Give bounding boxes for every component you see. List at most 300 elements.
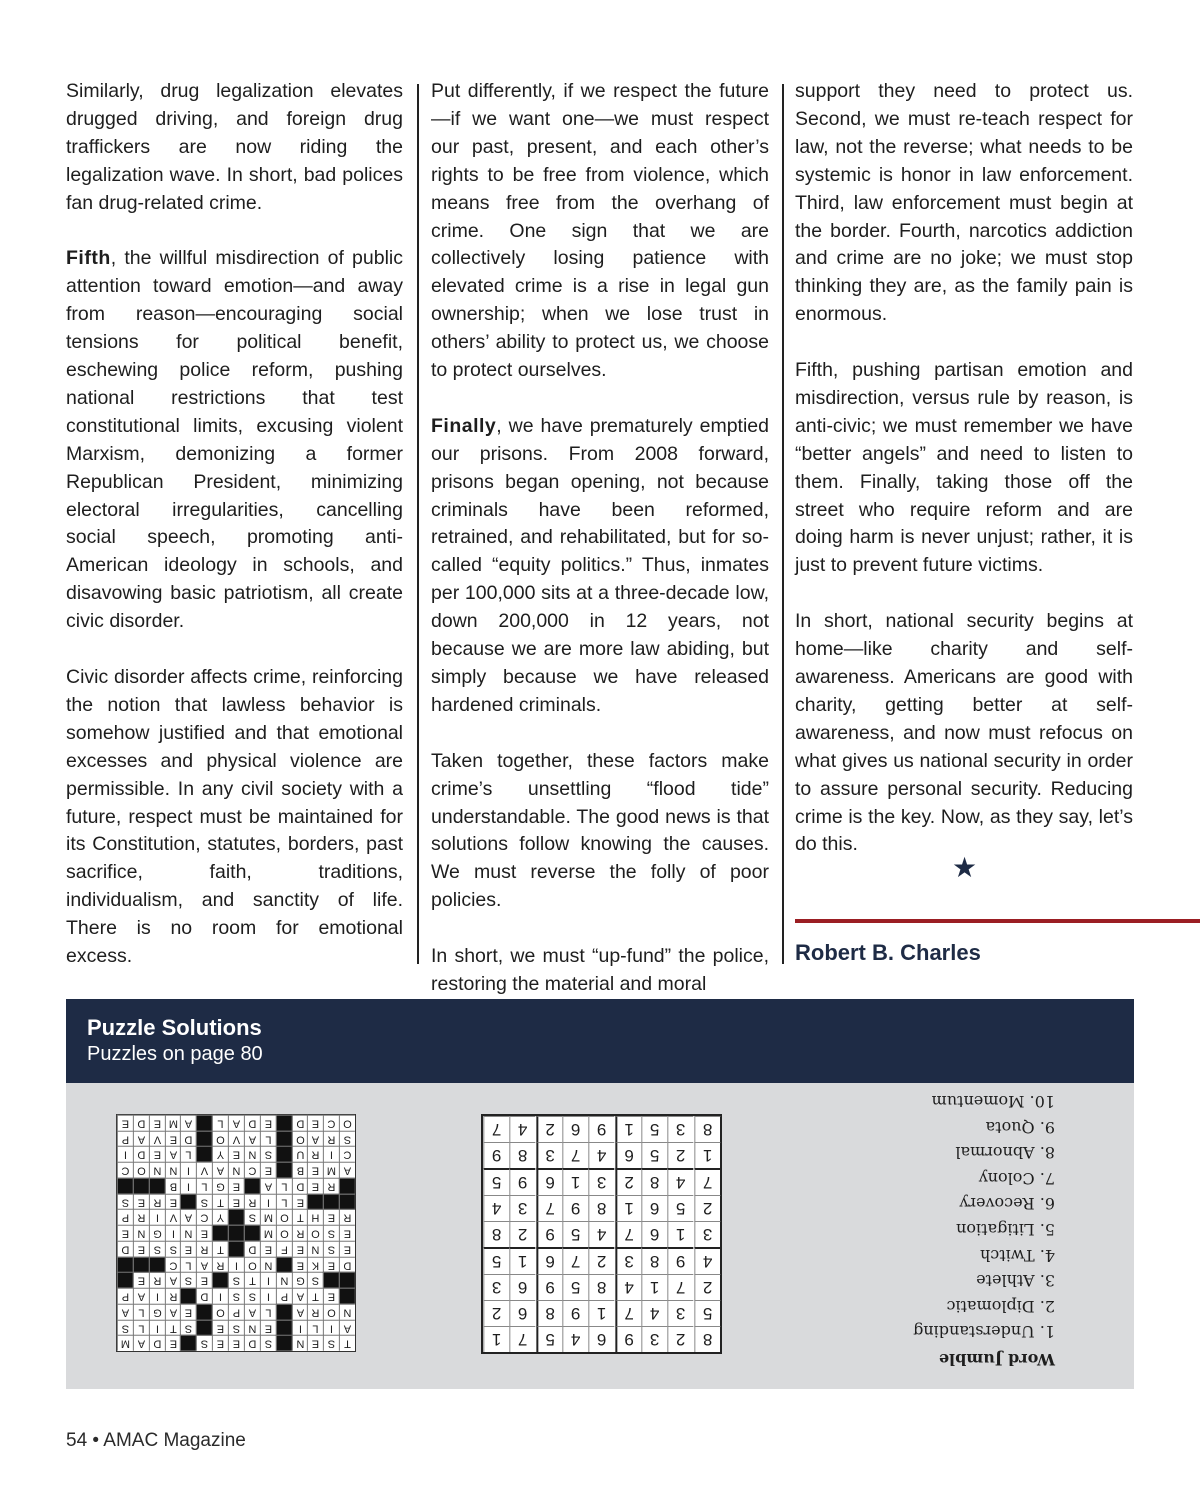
- crossword-cell: I: [323, 1146, 339, 1162]
- word-jumble-item: 5. Litigation: [956, 1220, 1055, 1240]
- crossword-black-cell: [307, 1194, 323, 1210]
- crossword-cell: D: [244, 1115, 260, 1131]
- crossword-cell: E: [260, 1115, 276, 1131]
- crossword-cell: M: [260, 1225, 276, 1241]
- crossword-black-cell: [276, 1257, 292, 1273]
- article-paragraph: [66, 78, 403, 218]
- sudoku-cell: 2: [509, 1221, 535, 1247]
- crossword-cell: E: [228, 1146, 244, 1162]
- crossword-black-cell: [276, 1320, 292, 1336]
- crossword-black-cell: [276, 1335, 292, 1351]
- crossword-cell: O: [276, 1225, 292, 1241]
- paragraph-text: , we have prematurely emptied our prisons. From 2008 forward, prisons began opening, not because criminals have been reformed, retrained, and rehabilitated, but for so-called “equity politics.” Thus, inmates per 100,000 sits at a three-decade low, down 200,000 in 12 years, not because we are more law abiding, but simply because we have released hardened criminals.: [431, 414, 769, 716]
- crossword-cell: N: [260, 1257, 276, 1273]
- sudoku-cell: 7: [615, 1221, 641, 1247]
- crossword-cell: S: [117, 1194, 133, 1210]
- crossword-cell: E: [117, 1225, 133, 1241]
- crossword-cell: L: [276, 1194, 292, 1210]
- crossword-cell: R: [307, 1146, 323, 1162]
- crossword-cell: L: [180, 1146, 196, 1162]
- word-jumble-title: Word Jumble: [938, 1350, 1055, 1369]
- sudoku-cell: 3: [536, 1142, 562, 1168]
- crossword-cell: E: [323, 1288, 339, 1304]
- sudoku-cell: 1: [667, 1221, 693, 1247]
- sudoku-cell: 2: [536, 1116, 562, 1142]
- crossword-cell: R: [323, 1131, 339, 1147]
- word-jumble-solution: [880, 1090, 1055, 1372]
- crossword-cell: I: [212, 1288, 228, 1304]
- paragraph-text: Civic disorder affects crime, reinforcing the notion that lawless behavior is somehow justified and that emotional excesses and physical violence are permissible. In any civil society with a future, respect must be maintained for its Constitution, statutes, borders, past sacrifice, faith, traditions, individualism, and sanctity of life. There is no room for emotional excess.: [66, 666, 403, 968]
- sudoku-cell: 5: [483, 1168, 509, 1195]
- sudoku-cell: 8: [483, 1221, 509, 1247]
- crossword-cell: E: [260, 1162, 276, 1178]
- crossword-cell: S: [323, 1241, 339, 1257]
- sudoku-cell: 7: [483, 1116, 509, 1142]
- crossword-cell: T: [212, 1194, 228, 1210]
- article-paragraph: [431, 748, 769, 915]
- crossword-cell: E: [212, 1335, 228, 1351]
- puzzle-solutions-header: [66, 999, 1134, 1083]
- crossword-cell: U: [292, 1146, 308, 1162]
- crossword-black-cell: [133, 1178, 149, 1194]
- crossword-cell: O: [276, 1209, 292, 1225]
- crossword-cell: R: [196, 1241, 212, 1257]
- paragraph-text: In short, national security begins at home—like charity and self-awareness. Americans are good with charity, getting better at self-awareness, and now must refocus on what gives us national security in order to assure personal security. Reducing crime is the key. Now, as they say, let’s do this.: [795, 610, 1133, 856]
- crossword-cell: N: [244, 1146, 260, 1162]
- crossword-black-cell: [323, 1272, 339, 1288]
- crossword-cell: A: [180, 1209, 196, 1225]
- sudoku-cell: 1: [694, 1142, 720, 1168]
- sudoku-cell: 7: [667, 1274, 693, 1300]
- sudoku-cell: 4: [694, 1247, 720, 1274]
- crossword-cell: P: [117, 1131, 133, 1147]
- sudoku-cell: 2: [694, 1195, 720, 1221]
- sudoku-cell: 4: [588, 1221, 614, 1247]
- sudoku-cell: 9: [588, 1116, 614, 1142]
- crossword-cell: P: [276, 1288, 292, 1304]
- paragraph-text: Taken together, these factors make crime’s unsettling “flood tide” understandable. The good news is that solutions follow knowing the causes. We must reverse the folly of poor policies.: [431, 749, 769, 912]
- sudoku-cell: 2: [483, 1300, 509, 1326]
- sudoku-cell: 3: [694, 1221, 720, 1247]
- paragraph-text: , the willful misdirection of public attention toward emotion—and away from reason—encouraging social tensions for political benefit, eschewing police reform, pushing national restrictions that test constitutional limits, excusing violent Marxism, demonizing a former Republican President, minimizing electoral irregularities, cancelling social speech, promoting anti-American ideology in schools, and disavowing basic patriotism, all create civic disorder.: [66, 247, 403, 633]
- crossword-cell: D: [180, 1131, 196, 1147]
- word-jumble-item: 10. Momentum: [931, 1092, 1055, 1112]
- crossword-cell: K: [307, 1257, 323, 1273]
- crossword-cell: T: [292, 1209, 308, 1225]
- sudoku-cell: 9: [562, 1195, 588, 1221]
- sudoku-cell: 9: [536, 1274, 562, 1300]
- sudoku-cell: 5: [667, 1195, 693, 1221]
- crossword-cell: D: [292, 1178, 308, 1194]
- crossword-cell: C: [244, 1162, 260, 1178]
- crossword-cell: E: [307, 1115, 323, 1131]
- crossword-cell: L: [307, 1320, 323, 1336]
- sudoku-cell: 5: [483, 1247, 509, 1274]
- article-paragraph: [66, 245, 403, 636]
- sudoku-cell: 3: [588, 1168, 614, 1195]
- article-paragraph: [795, 78, 1133, 329]
- sudoku-cell: 1: [509, 1247, 535, 1274]
- crossword-cell: E: [339, 1225, 355, 1241]
- crossword-cell: I: [180, 1178, 196, 1194]
- sudoku-cell: 5: [562, 1221, 588, 1247]
- sudoku-cell: 4: [483, 1195, 509, 1221]
- article-paragraph: [431, 413, 769, 720]
- sudoku-cell: 8: [641, 1247, 667, 1274]
- crossword-cell: S: [228, 1288, 244, 1304]
- crossword-cell: S: [323, 1225, 339, 1241]
- crossword-black-cell: [117, 1272, 133, 1288]
- crossword-cell: E: [133, 1241, 149, 1257]
- crossword-cell: E: [260, 1320, 276, 1336]
- crossword-cell: R: [149, 1272, 165, 1288]
- crossword-cell: C: [117, 1162, 133, 1178]
- crossword-cell: S: [196, 1194, 212, 1210]
- paragraph-text: Similarly, drug legalization elevates drugged driving, and foreign drug traffickers are now riding the legalization wave. In short, bad polices fan drug-related crime.: [66, 80, 403, 214]
- crossword-black-cell: [228, 1209, 244, 1225]
- crossword-cell: N: [149, 1162, 165, 1178]
- sudoku-cell: 3: [641, 1326, 667, 1352]
- crossword-black-cell: [339, 1178, 355, 1194]
- crossword-cell: I: [149, 1288, 165, 1304]
- crossword-cell: M: [117, 1335, 133, 1351]
- crossword-black-cell: [196, 1304, 212, 1320]
- crossword-cell: E: [228, 1178, 244, 1194]
- crossword-cell: A: [307, 1131, 323, 1147]
- sudoku-cell: 4: [562, 1326, 588, 1352]
- crossword-black-cell: [133, 1257, 149, 1273]
- crossword-cell: V: [228, 1131, 244, 1147]
- crossword-cell: E: [180, 1304, 196, 1320]
- word-jumble-item: 9. Quota: [985, 1117, 1055, 1137]
- crossword-cell: I: [180, 1162, 196, 1178]
- crossword-cell: I: [260, 1288, 276, 1304]
- crossword-cell: A: [244, 1131, 260, 1147]
- crossword-cell: R: [149, 1194, 165, 1210]
- crossword-cell: D: [244, 1241, 260, 1257]
- crossword-cell: O: [307, 1225, 323, 1241]
- paragraph-text: support they need to protect us. Second, we must re-teach respect for law, not the reverse; what needs to be systemic is honor in law enforcement. Third, law enforcement must begin at the border. Fourth, narcotics addiction and crime are no joke; we must stop thinking they are, as the family pain is enormous.: [795, 80, 1133, 326]
- author-rule: [795, 919, 1200, 923]
- crossword-cell: S: [228, 1320, 244, 1336]
- crossword-cell: I: [228, 1257, 244, 1273]
- sudoku-cell: 7: [509, 1326, 535, 1352]
- crossword-cell: V: [165, 1209, 181, 1225]
- crossword-cell: E: [228, 1194, 244, 1210]
- crossword-cell: R: [212, 1257, 228, 1273]
- sudoku-cell: 2: [615, 1168, 641, 1195]
- sudoku-cell: 7: [615, 1300, 641, 1326]
- sudoku-cell: 1: [588, 1300, 614, 1326]
- crossword-cell: A: [260, 1178, 276, 1194]
- column-divider: [782, 84, 784, 964]
- crossword-cell: P: [117, 1209, 133, 1225]
- author-name: Robert B. Charles: [795, 940, 981, 965]
- crossword-cell: E: [133, 1272, 149, 1288]
- sudoku-cell: 9: [483, 1142, 509, 1168]
- crossword-cell: E: [307, 1162, 323, 1178]
- article-column-3: [795, 78, 1133, 859]
- crossword-cell: T: [244, 1272, 260, 1288]
- crossword-black-cell: [196, 1115, 212, 1131]
- crossword-cell: A: [117, 1304, 133, 1320]
- crossword-cell: N: [165, 1162, 181, 1178]
- crossword-black-cell: [196, 1131, 212, 1147]
- article-paragraph: [431, 943, 769, 999]
- sudoku-cell: 1: [641, 1274, 667, 1300]
- crossword-cell: I: [260, 1194, 276, 1210]
- crossword-solution-grid: [116, 1114, 356, 1352]
- crossword-cell: E: [149, 1115, 165, 1131]
- crossword-cell: E: [196, 1272, 212, 1288]
- crossword-cell: A: [339, 1162, 355, 1178]
- crossword-cell: O: [212, 1304, 228, 1320]
- sudoku-cell: 6: [615, 1142, 641, 1168]
- crossword-cell: R: [292, 1225, 308, 1241]
- sudoku-cell: 2: [588, 1247, 614, 1274]
- crossword-cell: M: [323, 1162, 339, 1178]
- crossword-cell: R: [323, 1178, 339, 1194]
- crossword-cell: I: [292, 1320, 308, 1336]
- sudoku-cell: 6: [641, 1221, 667, 1247]
- puzzle-solutions-title: Puzzle Solutions: [87, 1015, 262, 1040]
- sudoku-cell: 5: [562, 1274, 588, 1300]
- crossword-cell: G: [149, 1304, 165, 1320]
- crossword-cell: D: [149, 1335, 165, 1351]
- crossword-cell: A: [196, 1257, 212, 1273]
- paragraph-text: Fifth, pushing partisan emotion and misdirection, versus rule by reason, is anti-civic; we must remember we have “better angels” and need to listen to them. Finally, taking those off the street who require reform and are doing harm is never unjust; rather, it is just to prevent future victims.: [795, 359, 1133, 577]
- crossword-cell: L: [260, 1304, 276, 1320]
- sudoku-cell: 2: [667, 1142, 693, 1168]
- crossword-cell: N: [292, 1335, 308, 1351]
- crossword-cell: E: [260, 1241, 276, 1257]
- sudoku-cell: 8: [588, 1195, 614, 1221]
- crossword-cell: E: [180, 1241, 196, 1257]
- crossword-cell: A: [292, 1304, 308, 1320]
- sudoku-cell: 6: [509, 1274, 535, 1300]
- crossword-cell: L: [260, 1131, 276, 1147]
- crossword-cell: S: [180, 1272, 196, 1288]
- crossword-black-cell: [323, 1194, 339, 1210]
- sudoku-cell: 5: [641, 1116, 667, 1142]
- sudoku-cell: 7: [562, 1247, 588, 1274]
- crossword-black-cell: [212, 1272, 228, 1288]
- word-jumble-item: 3. Athlete: [976, 1271, 1055, 1291]
- crossword-cell: E: [165, 1194, 181, 1210]
- crossword-cell: D: [339, 1257, 355, 1273]
- crossword-cell: M: [165, 1115, 181, 1131]
- crossword-cell: N: [244, 1320, 260, 1336]
- crossword-cell: R: [133, 1209, 149, 1225]
- crossword-cell: E: [165, 1335, 181, 1351]
- sudoku-cell: 7: [694, 1168, 720, 1195]
- crossword-black-cell: [339, 1194, 355, 1210]
- crossword-cell: L: [196, 1178, 212, 1194]
- word-jumble-item: 1. Understanding: [913, 1322, 1055, 1342]
- crossword-cell: O: [133, 1162, 149, 1178]
- sudoku-cell: 3: [483, 1274, 509, 1300]
- word-jumble-item: 6. Recovery: [959, 1194, 1055, 1214]
- crossword-cell: L: [133, 1320, 149, 1336]
- crossword-black-cell: [117, 1178, 133, 1194]
- crossword-black-cell: [276, 1146, 292, 1162]
- crossword-cell: V: [196, 1162, 212, 1178]
- article-column-2: [431, 78, 769, 999]
- puzzle-solutions-subtitle: Puzzles on page 80: [87, 1043, 263, 1065]
- sudoku-cell: 7: [536, 1195, 562, 1221]
- crossword-cell: R: [307, 1304, 323, 1320]
- crossword-cell: D: [133, 1146, 149, 1162]
- crossword-black-cell: [339, 1288, 355, 1304]
- crossword-cell: A: [292, 1288, 308, 1304]
- sudoku-cell: 1: [615, 1116, 641, 1142]
- sudoku-cell: 5: [641, 1142, 667, 1168]
- sudoku-cell: 3: [509, 1195, 535, 1221]
- crossword-cell: E: [339, 1241, 355, 1257]
- crossword-cell: S: [180, 1320, 196, 1336]
- crossword-cell: E: [212, 1320, 228, 1336]
- crossword-cell: P: [228, 1304, 244, 1320]
- crossword-black-cell: [228, 1241, 244, 1257]
- crossword-black-cell: [180, 1194, 196, 1210]
- crossword-cell: I: [149, 1320, 165, 1336]
- crossword-cell: E: [228, 1335, 244, 1351]
- word-jumble-item: 2. Diplomatic: [946, 1296, 1055, 1316]
- article-column-1: [66, 78, 403, 971]
- sudoku-cell: 8: [694, 1116, 720, 1142]
- crossword-cell: Y: [212, 1146, 228, 1162]
- paragraph-lead-word: Fifth: [66, 247, 111, 270]
- crossword-cell: C: [323, 1115, 339, 1131]
- sudoku-cell: 9: [536, 1221, 562, 1247]
- sudoku-cell: 4: [667, 1168, 693, 1195]
- word-jumble-item: 8. Abnormal: [955, 1143, 1055, 1163]
- crossword-cell: A: [165, 1272, 181, 1288]
- crossword-cell: A: [244, 1304, 260, 1320]
- crossword-cell: T: [339, 1335, 355, 1351]
- crossword-black-cell: [276, 1131, 292, 1147]
- crossword-black-cell: [244, 1178, 260, 1194]
- sudoku-cell: 8: [588, 1274, 614, 1300]
- page-footer: 54 • AMAC Magazine: [66, 1430, 246, 1451]
- sudoku-solution-grid: [481, 1114, 722, 1354]
- crossword-cell: E: [323, 1257, 339, 1273]
- sudoku-cell: 3: [667, 1300, 693, 1326]
- crossword-cell: S: [323, 1335, 339, 1351]
- crossword-cell: S: [307, 1272, 323, 1288]
- sudoku-cell: 8: [536, 1300, 562, 1326]
- crossword-cell: D: [117, 1241, 133, 1257]
- sudoku-cell: 8: [641, 1168, 667, 1195]
- crossword-black-cell: [196, 1146, 212, 1162]
- crossword-cell: E: [196, 1225, 212, 1241]
- crossword-cell: C: [196, 1209, 212, 1225]
- crossword-cell: D: [133, 1115, 149, 1131]
- crossword-black-cell: [180, 1288, 196, 1304]
- sudoku-cell: 5: [536, 1326, 562, 1352]
- crossword-cell: S: [228, 1272, 244, 1288]
- crossword-cell: S: [339, 1131, 355, 1147]
- crossword-cell: B: [292, 1162, 308, 1178]
- crossword-black-cell: [180, 1335, 196, 1351]
- crossword-cell: T: [165, 1320, 181, 1336]
- crossword-cell: A: [133, 1131, 149, 1147]
- crossword-black-cell: [228, 1225, 244, 1241]
- crossword-cell: L: [276, 1178, 292, 1194]
- crossword-black-cell: [276, 1304, 292, 1320]
- crossword-cell: E: [292, 1194, 308, 1210]
- crossword-cell: S: [117, 1320, 133, 1336]
- article-paragraph: [795, 608, 1133, 859]
- sudoku-cell: 1: [562, 1168, 588, 1195]
- crossword-cell: M: [260, 1209, 276, 1225]
- crossword-cell: C: [165, 1257, 181, 1273]
- crossword-cell: E: [165, 1131, 181, 1147]
- crossword-cell: N: [307, 1241, 323, 1257]
- crossword-cell: B: [165, 1178, 181, 1194]
- crossword-cell: D: [292, 1115, 308, 1131]
- sudoku-cell: 5: [694, 1300, 720, 1326]
- sudoku-cell: 6: [562, 1116, 588, 1142]
- sudoku-cell: 1: [615, 1195, 641, 1221]
- crossword-cell: A: [133, 1335, 149, 1351]
- crossword-cell: A: [165, 1146, 181, 1162]
- crossword-cell: T: [212, 1241, 228, 1257]
- word-jumble-item: 7. Colony: [978, 1168, 1055, 1188]
- crossword-black-cell: [117, 1257, 133, 1273]
- crossword-cell: N: [276, 1272, 292, 1288]
- sudoku-cell: 4: [641, 1300, 667, 1326]
- sudoku-cell: 3: [667, 1116, 693, 1142]
- crossword-cell: E: [292, 1257, 308, 1273]
- crossword-cell: I: [323, 1320, 339, 1336]
- crossword-black-cell: [149, 1178, 165, 1194]
- crossword-cell: S: [244, 1288, 260, 1304]
- crossword-cell: S: [165, 1241, 181, 1257]
- sudoku-cell: 2: [694, 1274, 720, 1300]
- crossword-cell: E: [133, 1194, 149, 1210]
- crossword-cell: R: [339, 1209, 355, 1225]
- crossword-cell: D: [196, 1288, 212, 1304]
- crossword-cell: S: [149, 1241, 165, 1257]
- crossword-black-cell: [276, 1162, 292, 1178]
- article-paragraph: [795, 357, 1133, 580]
- crossword-cell: S: [244, 1209, 260, 1225]
- crossword-cell: I: [149, 1209, 165, 1225]
- sudoku-cell: 1: [483, 1326, 509, 1352]
- crossword-cell: P: [117, 1288, 133, 1304]
- crossword-black-cell: [276, 1115, 292, 1131]
- crossword-cell: T: [307, 1288, 323, 1304]
- column-divider: [417, 84, 419, 964]
- crossword-cell: R: [165, 1288, 181, 1304]
- crossword-cell: E: [117, 1115, 133, 1131]
- sudoku-cell: 2: [667, 1326, 693, 1352]
- crossword-cell: A: [212, 1162, 228, 1178]
- crossword-cell: V: [149, 1131, 165, 1147]
- paragraph-text: Put differently, if we respect the future—if we want one—we must respect our past, present, and each other’s rights to be free from violence, which means free from the overhang of crime. One sign that we are collectively losing patience with elevated crime is a rise in legal gun ownership; when we lose trust in others’ ability to protect us, we choose to protect ourselves.: [431, 80, 769, 382]
- crossword-cell: A: [180, 1115, 196, 1131]
- sudoku-cell: 4: [509, 1116, 535, 1142]
- crossword-cell: G: [149, 1225, 165, 1241]
- sudoku-cell: 4: [615, 1274, 641, 1300]
- crossword-cell: O: [323, 1304, 339, 1320]
- sudoku-cell: 6: [641, 1195, 667, 1221]
- sudoku-cell: 3: [615, 1247, 641, 1274]
- crossword-cell: I: [260, 1272, 276, 1288]
- crossword-cell: E: [307, 1335, 323, 1351]
- crossword-cell: G: [292, 1272, 308, 1288]
